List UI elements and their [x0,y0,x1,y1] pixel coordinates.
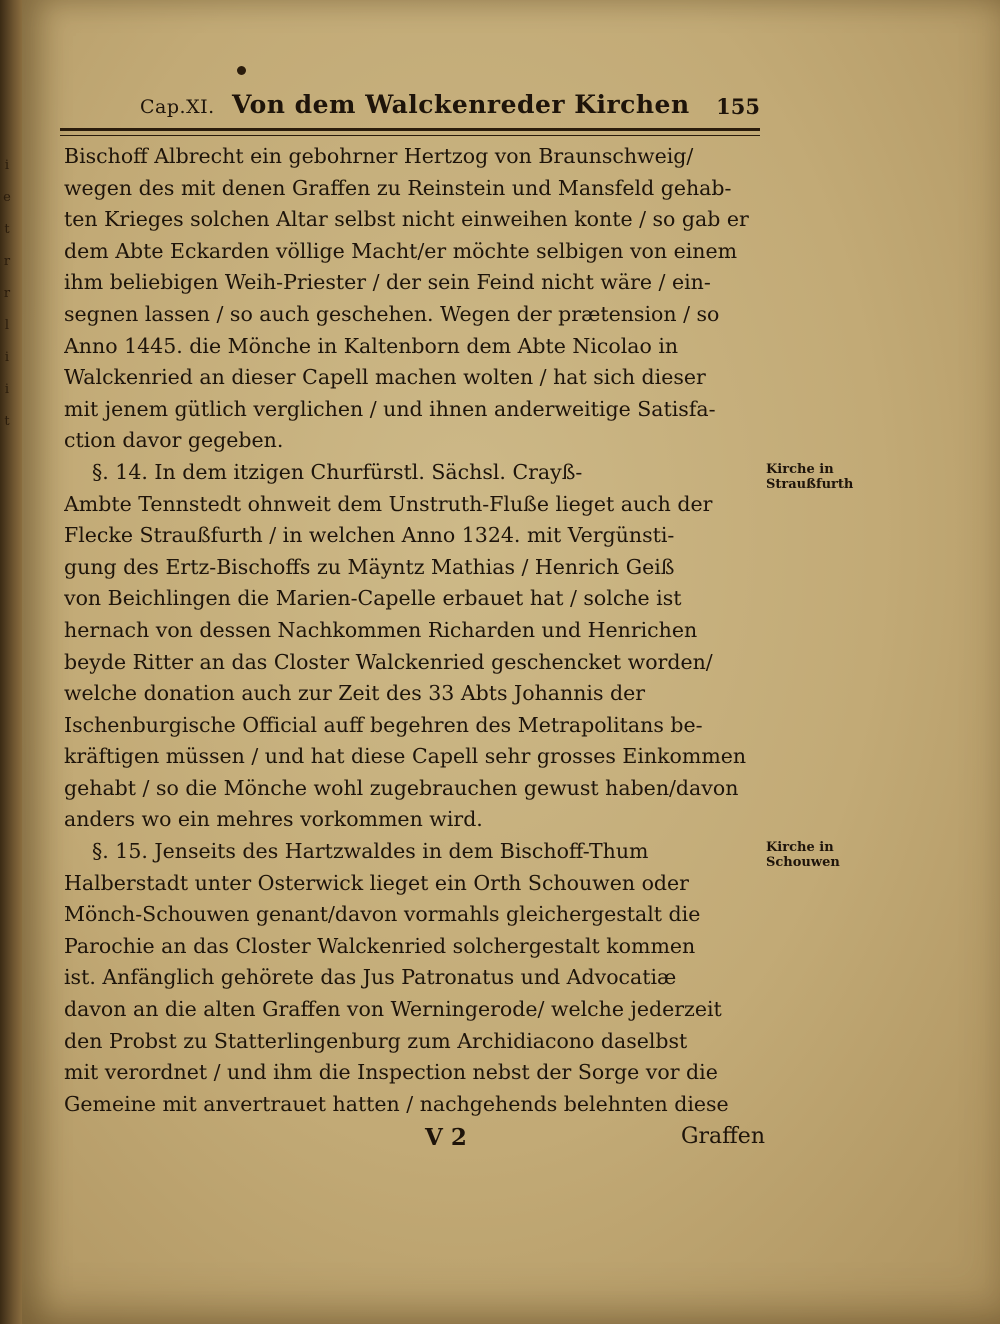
running-header [140,90,760,124]
edge-letter: t [4,414,10,429]
facing-page-edge-letters [0,150,14,430]
edge-letter: r [3,286,11,301]
text-line: mit verordnet / und ihm die Inspection nebst der Sorge vor die [64,1060,718,1085]
text-line: kräftigen müssen / und hat diese Capell sehr grosses Einkommen [64,744,747,769]
text-line: hernach von dessen Nachkommen Richarden und Henrichen [64,617,698,642]
text-line: Flecke Straußfurth / in welchen Anno 1324. mit Vergünsti- [64,523,675,548]
chapter-label: Cap.XI. [140,96,215,118]
text-line: ihm beliebigen Weih-Priester / der sein Feind nicht wäre / ein- [64,270,711,295]
edge-letter: i [4,382,10,397]
text-line: Walckenried an dieser Capell machen wolten / hat sich dieser [64,365,706,390]
edge-letter: e [3,190,11,205]
text-line: mit jenem gütlich verglichen / und ihnen anderweitige Satisfa- [64,396,716,421]
text-line: dem Abte Eckarden völlige Macht/er möchte selbigen von einem [64,238,738,263]
text-line: davon an die alten Graffen von Werningerode/ welche jederzeit [64,997,722,1022]
text-line: anders wo ein mehres vorkommen wird. [64,807,483,832]
text-line: ction davor gegeben. [64,428,284,453]
text-line: Gemeine mit anvertrauet hatten / nachgehends belehnten diese [64,1091,729,1116]
text-line: Ambte Tennstedt ohnweit dem Unstruth-Fluße lieget auch der [64,491,713,516]
header-rule [60,128,760,131]
text-line: Bischoff Albrecht ein gebohrner Hertzog von Braunschweig/ [64,144,694,168]
text-line: den Probst zu Statterlingenburg zum Archidiacono daselbst [64,1028,688,1053]
catchword-line [425,1124,765,1158]
running-title: Von dem Walckenreder Kirchen [232,90,690,119]
text-line: beyde Ritter an das Closter Walckenried geschencket worden/ [64,649,713,674]
text-line: §. 15. Jenseits des Hartzwaldes in dem Bischoff-Thum [92,839,649,864]
text-line: ist. Anfänglich gehörete das Jus Patronatus und Advocatiæ [64,965,677,990]
text-line: Mönch-Schouwen genant/davon vormahls gleichergestalt die [64,902,701,927]
text-line: ten Krieges solchen Altar selbst nicht einweihen konte / so gab er [64,207,749,232]
edge-letter: r [3,254,11,269]
text-line: Halberstadt unter Osterwick lieget ein Orth Schouwen oder [64,870,689,895]
edge-letter: t [4,222,10,237]
text-line: Ischenburgische Official auff begehren des Metrapolitans be- [64,712,703,737]
edge-letter: i [4,350,10,365]
signature-mark: V 2 [425,1124,467,1151]
edge-letter: l [4,318,10,333]
text-line: §. 14. In dem itzigen Churfürstl. Sächsl. Crayß- [92,459,583,484]
text-line: segnen lassen / so auch geschehen. Wegen der prætension / so [64,301,720,326]
text-line: Parochie an das Closter Walckenried solchergestalt kommen [64,933,696,958]
edge-letter: i [4,158,10,173]
text-line: welche donation auch zur Zeit des 33 Abts Johannis der [64,681,646,706]
margin-note-straussfurth: Kirche in Straußfurth [766,462,854,492]
body-text [64,141,764,1120]
page-number: 155 [716,94,760,119]
text-line: gung des Ertz-Bischoffs zu Mäyntz Mathias / Henrich Geiß [64,554,675,579]
header-rule-thin [60,135,760,136]
margin-note-schouwen: Kirche in Schouwen [766,840,840,870]
text-line: wegen des mit denen Graffen zu Reinstein und Mansfeld gehab- [64,175,732,200]
ink-dot [237,66,246,75]
text-line: Anno 1445. die Mönche in Kaltenborn dem Abte Nicolao in [64,333,679,358]
catchword: Graffen [680,1124,765,1149]
text-line: gehabt / so die Mönche wohl zugebrauchen gewust haben/davon [64,775,739,800]
text-line: von Beichlingen die Marien-Capelle erbauet hat / solche ist [64,586,682,611]
